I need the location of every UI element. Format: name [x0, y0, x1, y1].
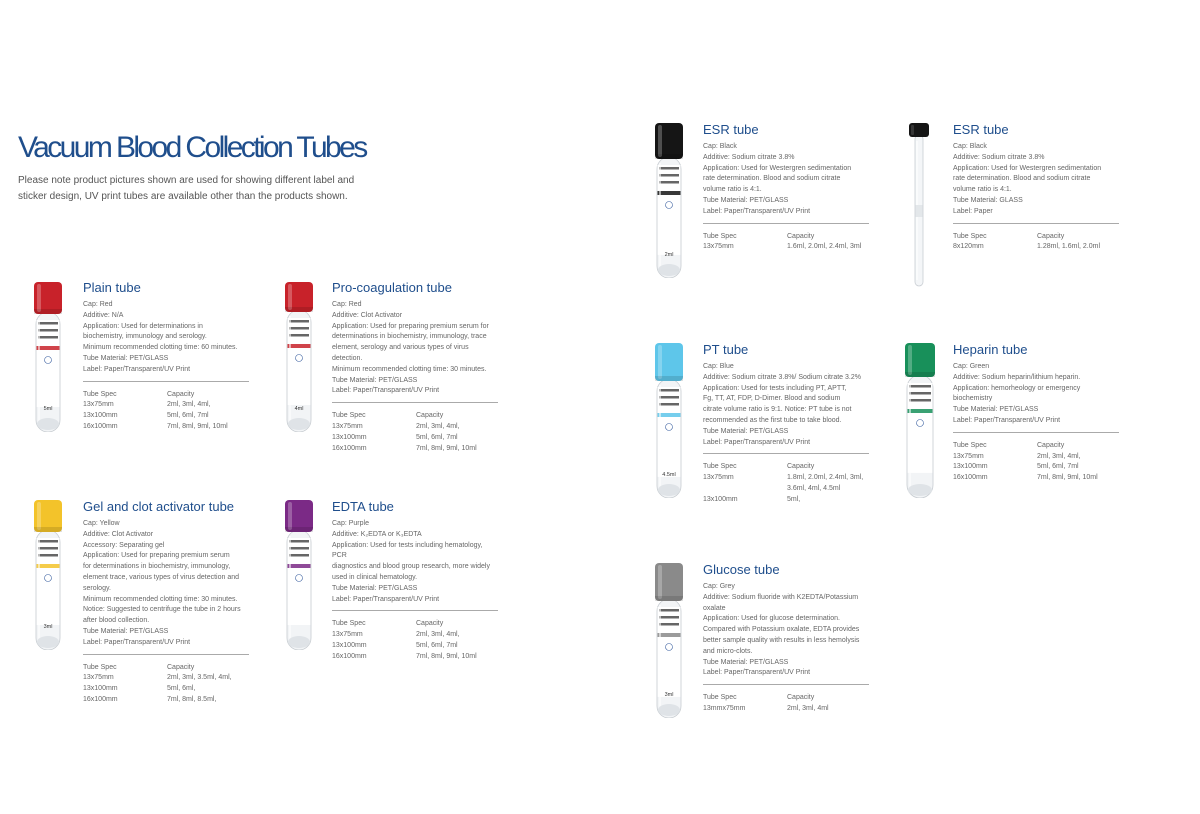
product-detail-line: Tube Material: GLASS: [953, 196, 1023, 204]
product-detail-line: Application: Used for determinations in: [83, 322, 203, 330]
intro-text: Please note product pictures shown are used for showing different label and sticker design, UV print tubes are available other than the products shown.: [18, 175, 355, 202]
product-detail-line: Label: Paper/Transparent/UV Print: [703, 438, 811, 446]
spec-row: [953, 473, 1119, 484]
product-detail-line: Tube Material: PET/GLASS: [953, 406, 1039, 414]
tube-image-procoag: [285, 282, 313, 432]
spec-tube-size: 8x120mm: [953, 243, 984, 251]
product-detail-line: after blood collection.: [83, 617, 150, 625]
spec-header-row: [332, 411, 498, 422]
product-info-pt: [703, 342, 869, 506]
spec-row: [953, 452, 1119, 463]
spec-header-tube: Tube Spec: [703, 232, 737, 240]
spec-tube-size: 13x75mm: [83, 401, 114, 409]
spec-header-row: [83, 390, 249, 401]
divider: [703, 684, 869, 685]
product-detail-line: Tube Material: PET/GLASS: [83, 627, 169, 635]
spec-row: [332, 630, 498, 641]
divider: [953, 432, 1119, 433]
spec-header-tube: Tube Spec: [953, 232, 987, 240]
spec-header-capacity: Capacity: [1037, 232, 1065, 240]
tube-image-edta: [285, 500, 313, 650]
spec-header-row: [703, 462, 869, 473]
product-name: EDTA tube: [332, 499, 394, 514]
tube-image-plain: [34, 282, 62, 432]
product-info-esr1: [703, 122, 869, 253]
tube-volume-label: 3ml: [664, 692, 674, 698]
product-detail-line: Label: Paper/Transparent/UV Print: [703, 669, 811, 677]
tube-volume-label: 2ml: [664, 252, 674, 258]
spec-row: [953, 462, 1119, 473]
product-detail-line: Tube Material: PET/GLASS: [703, 196, 789, 204]
spec-row: [703, 704, 869, 715]
spec-tube-size: 13x75mm: [332, 631, 363, 639]
product-detail-line: element trace, various types of virus detection and: [83, 573, 240, 581]
spec-header-tube: Tube Spec: [703, 694, 737, 702]
product-detail-line: Cap: Red: [332, 301, 362, 308]
divider: [703, 223, 869, 224]
tube-image-glucose: [655, 563, 683, 718]
spec-header-row: [953, 232, 1119, 243]
product-name: Pro-coagulation tube: [332, 280, 452, 295]
spec-row: [703, 484, 869, 495]
spec-capacity: 3.6ml, 4ml, 4.5ml: [787, 484, 841, 492]
spec-header-capacity: Capacity: [787, 463, 815, 471]
product-info-edta: [332, 499, 498, 663]
product-detail-line: Application: Used for tests including hematology, PCR: [332, 541, 483, 560]
spec-header-capacity: Capacity: [167, 390, 195, 398]
spec-header-capacity: Capacity: [167, 663, 195, 671]
spec-tube-size: 16x100mm: [332, 444, 367, 452]
spec-row: [83, 422, 249, 433]
spec-header-tube: Tube Spec: [332, 412, 366, 420]
product-detail-line: Minimum recommended clotting time: 60 minutes.: [83, 344, 238, 352]
spec-capacity: 7ml, 8ml, 9ml, 10ml: [1037, 474, 1098, 482]
spec-tube-size: 13x100mm: [332, 641, 367, 649]
product-detail-line: Additive: Sodium fluoride with K2EDTA/Potassium: [703, 593, 859, 601]
product-detail-line: Cap: Purple: [332, 520, 369, 527]
product-detail-line: Tube Material: PET/GLASS: [703, 658, 789, 666]
spec-row: [332, 422, 498, 433]
spec-capacity: 2ml, 3ml, 4ml,: [416, 631, 460, 639]
spec-tube-size: 13x75mm: [703, 243, 734, 251]
product-detail-line: for determinations in biochemistry, immunology,: [83, 563, 231, 571]
spec-capacity: 7ml, 8ml, 9ml, 10ml: [416, 652, 477, 660]
spec-capacity: 1.8ml, 2.0ml, 2.4ml, 3ml,: [787, 474, 864, 482]
spec-header-tube: Tube Spec: [703, 463, 737, 471]
spec-row: [83, 695, 249, 706]
product-detail-line: biochemistry, immunology and serology.: [83, 333, 207, 341]
spec-capacity: 2ml, 3ml, 4ml,: [416, 422, 460, 430]
spec-header-tube: Tube Spec: [83, 663, 117, 671]
spec-header-row: [953, 441, 1119, 452]
divider: [953, 223, 1119, 224]
spec-row: [83, 400, 249, 411]
product-detail-line: Additive: Clot Activator: [332, 311, 403, 319]
product-detail-line: Tube Material: PET/GLASS: [332, 584, 418, 592]
product-detail-line: Label: Paper/Transparent/UV Print: [703, 207, 811, 215]
product-detail-line: Cap: Blue: [703, 363, 734, 370]
spec-capacity: 5ml, 6ml, 7ml: [416, 641, 458, 649]
product-detail-line: Label: Paper/Transparent/UV Print: [83, 638, 191, 646]
product-detail-line: volume ratio is 4:1.: [953, 186, 1012, 194]
spec-row: [953, 242, 1119, 253]
spec-tube-size: 13x100mm: [83, 685, 118, 693]
product-info-esr2: [953, 122, 1119, 253]
product-name: Plain tube: [83, 280, 141, 295]
product-detail-line: Tube Material: PET/GLASS: [703, 427, 789, 435]
spec-capacity: 7ml, 8ml, 9ml, 10ml: [416, 444, 477, 452]
divider: [83, 381, 249, 382]
product-info-glucose: [703, 562, 869, 715]
spec-header-row: [332, 619, 498, 630]
spec-capacity: 2ml, 3ml, 4ml,: [1037, 452, 1081, 460]
tube-image-heparin: [905, 343, 935, 498]
product-detail-line: Additive: Sodium citrate 3.8%: [703, 153, 795, 161]
spec-row: [83, 684, 249, 695]
product-detail-line: rate determination. Blood and sodium citrate: [703, 175, 841, 183]
spec-row: [83, 411, 249, 422]
product-detail-line: Additive: Sodium heparin/lithium heparin.: [953, 373, 1081, 381]
spec-capacity: 2ml, 3ml, 3.5ml, 4ml,: [167, 674, 232, 682]
tube-image-esr1: [655, 123, 683, 278]
spec-tube-size: 13mmx75mm: [703, 704, 746, 712]
tube-volume-label: 5ml: [43, 406, 53, 412]
product-info-heparin: [953, 342, 1119, 484]
product-detail-line: Label: Paper/Transparent/UV Print: [83, 365, 191, 373]
product-detail-line: diagnostics and blood group research, more widely: [332, 563, 490, 571]
divider: [83, 654, 249, 655]
spec-capacity: 5ml,: [787, 495, 801, 503]
product-detail-line: Additive: N/A: [83, 311, 124, 319]
spec-header-capacity: Capacity: [416, 412, 444, 420]
spec-header-capacity: Capacity: [416, 620, 444, 628]
page-title: Vacuum Blood Collection Tubes: [18, 131, 366, 164]
tube-image-gel: [34, 500, 62, 650]
spec-row: [703, 242, 869, 253]
tube-volume-label: 4.5ml: [662, 472, 676, 478]
spec-row: [332, 433, 498, 444]
product-detail-line: Application: Used for glucose determination.: [703, 615, 840, 623]
product-detail-line: element, serology and various types of virus detection.: [332, 344, 469, 362]
product-detail-line: Cap: Green: [953, 363, 990, 370]
spec-capacity: 1.28ml, 1.6ml, 2.0ml: [1037, 243, 1101, 251]
product-detail-line: Additive: Sodium citrate 3.8%/ Sodium citrate 3.2%: [703, 373, 861, 381]
spec-capacity: 7ml, 8ml, 8.5ml,: [167, 695, 217, 703]
product-detail-line: Application: hemorheology or emergency biochemistry: [953, 384, 1081, 403]
product-detail-line: volume ratio is 4:1.: [703, 186, 762, 194]
product-detail-line: Additive: Sodium citrate 3.8%: [953, 153, 1045, 161]
product-info-plain: [83, 280, 249, 433]
product-detail-line: Fg, TT, AT, FDP, D-Dimer. Blood and sodium: [703, 395, 841, 403]
product-detail-line: Cap: Black: [703, 143, 737, 150]
spec-tube-size: 13x100mm: [953, 463, 988, 471]
product-detail-line: Label: Paper/Transparent/UV Print: [953, 416, 1061, 424]
spec-tube-size: 16x100mm: [83, 422, 118, 430]
spec-header-row: [83, 663, 249, 674]
product-detail-line: Additive: Clot Activator: [83, 530, 154, 538]
product-info-gel: [83, 499, 249, 706]
spec-header-tube: Tube Spec: [953, 441, 987, 449]
spec-tube-size: 16x100mm: [83, 695, 118, 703]
product-detail-line: Minimum recommended clotting time: 30 minutes.: [332, 365, 487, 373]
product-name: ESR tube: [703, 122, 759, 137]
product-detail-line: Label: Paper/Transparent/UV Print: [332, 387, 440, 395]
product-detail-line: Minimum recommended clotting time: 30 minutes.: [83, 595, 238, 603]
spec-row: [703, 473, 869, 484]
spec-tube-size: 13x100mm: [332, 433, 367, 441]
spec-row: [332, 652, 498, 663]
spec-row: [83, 673, 249, 684]
product-detail-line: Tube Material: PET/GLASS: [332, 376, 418, 384]
product-detail-line: Tube Material: PET/GLASS: [83, 354, 169, 362]
product-detail-line: Application: Used for preparing premium serum for: [332, 322, 489, 330]
product-detail-line: determinations in biochemistry, immunology, trace: [332, 333, 487, 341]
product-name: ESR tube: [953, 122, 1009, 137]
product-detail-line: Cap: Yellow: [83, 520, 120, 527]
spec-row: [332, 444, 498, 455]
tube-image-esr2: [908, 123, 930, 288]
spec-tube-size: 16x100mm: [332, 652, 367, 660]
product-detail-line: Label: Paper: [953, 207, 993, 215]
product-detail-line: better sample quality with results in less hemolysis: [703, 636, 860, 644]
product-detail-line: used in clinical hematology.: [332, 573, 418, 581]
spec-capacity: 1.6ml, 2.0ml, 2.4ml, 3ml: [787, 243, 862, 251]
product-detail-line: Application: Used for Westergren sedimentation: [703, 164, 852, 172]
product-detail-line: Cap: Black: [953, 143, 987, 150]
product-detail-line: Notice: Suggested to centrifuge the tube in 2 hours: [83, 606, 241, 614]
spec-header-tube: Tube Spec: [332, 620, 366, 628]
spec-tube-size: 13x100mm: [83, 412, 118, 420]
spec-tube-size: 13x75mm: [332, 422, 363, 430]
spec-capacity: 2ml, 3ml, 4ml,: [167, 401, 211, 409]
spec-tube-size: 13x75mm: [953, 452, 984, 460]
spec-capacity: 5ml, 6ml, 7ml: [167, 412, 209, 420]
product-detail-line: rate determination. Blood and sodium citrate: [953, 175, 1091, 183]
product-detail-line: Cap: Grey: [703, 583, 735, 590]
spec-row: [332, 641, 498, 652]
product-detail-line: recommended as the first tube to take blood.: [703, 416, 842, 424]
product-info-procoag: [332, 280, 498, 454]
divider: [332, 610, 498, 611]
tube-volume-label: 4ml: [294, 406, 304, 412]
spec-capacity: 5ml, 6ml,: [167, 685, 196, 693]
spec-capacity: 5ml, 6ml, 7ml: [1037, 463, 1079, 471]
spec-header-capacity: Capacity: [787, 694, 815, 702]
spec-capacity: 2ml, 3ml, 4ml: [787, 704, 829, 712]
product-detail-line: Application: Used for preparing premium serum: [83, 552, 230, 560]
product-detail-line: Cap: Red: [83, 301, 113, 308]
spec-header-row: [703, 232, 869, 243]
spec-row: [703, 495, 869, 506]
product-name: Gel and clot activator tube: [83, 499, 235, 514]
spec-tube-size: 13x100mm: [703, 495, 738, 503]
spec-header-capacity: Capacity: [787, 232, 815, 240]
tube-volume-label: 3ml: [43, 624, 53, 630]
spec-tube-size: 13x75mm: [83, 674, 114, 682]
product-name: Heparin tube: [953, 342, 1028, 357]
product-detail-line: Accessory: Separating gel: [83, 541, 165, 549]
spec-header-capacity: Capacity: [1037, 441, 1065, 449]
product-name: PT tube: [703, 342, 749, 357]
product-detail-line: oxalate: [703, 604, 726, 612]
product-name: Glucose tube: [703, 562, 780, 577]
divider: [332, 402, 498, 403]
divider: [703, 453, 869, 454]
spec-capacity: 5ml, 6ml, 7ml: [416, 433, 458, 441]
product-detail-line: Application: Used for tests including PT, APTT,: [703, 384, 847, 392]
spec-header-row: [703, 693, 869, 704]
product-detail-line: Additive: K₂EDTA or K₃EDTA: [332, 530, 422, 538]
product-detail-line: Label: Paper/Transparent/UV Print: [332, 595, 440, 603]
spec-tube-size: 13x75mm: [703, 474, 734, 482]
spec-capacity: 7ml, 8ml, 9ml, 10ml: [167, 422, 228, 430]
product-detail-line: citrate volume ratio is 9:1. Notice: PT tube is not: [703, 406, 852, 414]
product-detail-line: Compared with Potassium oxalate, EDTA provides: [703, 626, 860, 634]
product-detail-line: and micro-clots.: [703, 647, 753, 655]
spec-tube-size: [703, 484, 787, 495]
spec-header-tube: Tube Spec: [83, 390, 117, 398]
product-detail-line: Application: Used for Westergren sedimentation: [953, 164, 1102, 172]
product-detail-line: serology.: [83, 584, 111, 592]
tube-image-pt: [655, 343, 683, 498]
spec-tube-size: 16x100mm: [953, 474, 988, 482]
